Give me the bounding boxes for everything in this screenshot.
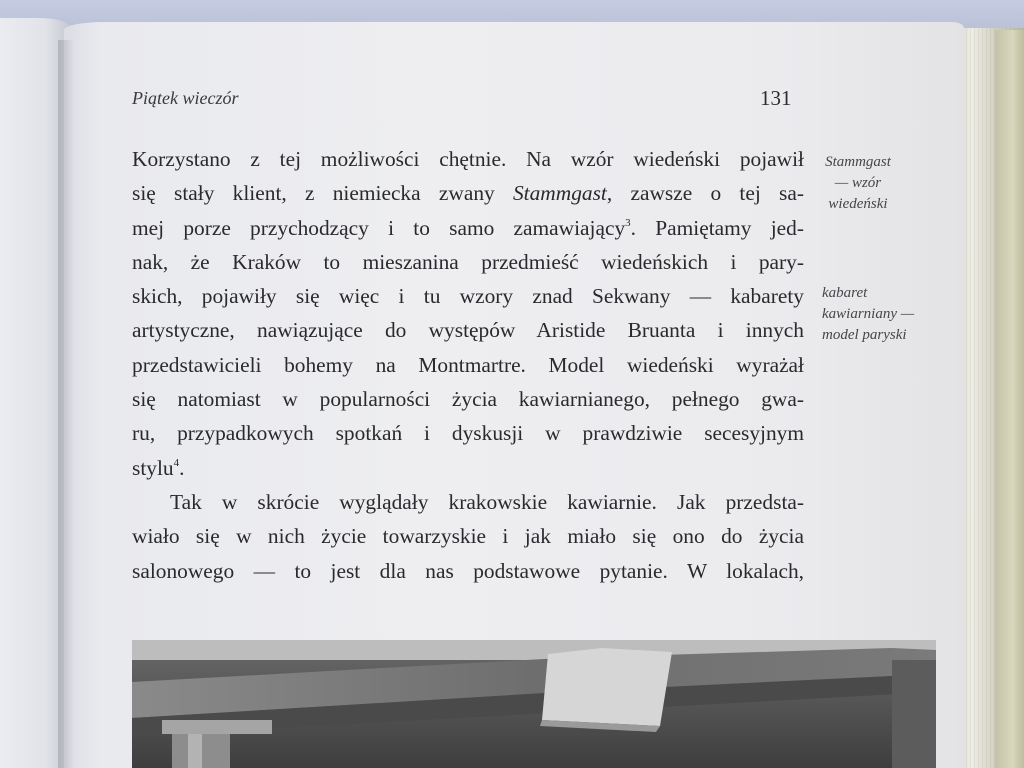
text-run: się natomiast w popularności życia kawiarnianego, pełnego gwa- <box>132 387 804 412</box>
body-paragraph <box>132 142 804 588</box>
text-line <box>132 176 804 210</box>
text-line <box>132 142 804 176</box>
text-run: Tak w skrócie wyglądały krakowskie kawiarnie. Jak przedsta- <box>170 489 804 514</box>
text-run: nak, że Kraków to mieszanina przedmieść wiedeńskich i pary- <box>132 249 804 274</box>
text-run: , zawsze o tej sa- <box>606 181 804 206</box>
margin-note-line: kawiarniany — <box>822 306 915 322</box>
text-run: ru, przypadkowych spotkań i dyskusji w prawdziwie secesyjnym <box>132 421 804 446</box>
text-run: się stały klient, z niemiecka zwany <box>132 181 513 206</box>
margin-note-line: kabaret <box>822 285 868 301</box>
text-line <box>132 211 804 245</box>
text-run: artystyczne, nawiązujące do występów Aristide Bruanta i innych <box>132 318 804 343</box>
text-run: skich, pojawiły się więc i tu wzory znad Sekwany — kabarety <box>132 284 804 309</box>
text-run: stylu <box>132 455 174 480</box>
text-run: . <box>179 455 185 480</box>
text-line <box>132 519 804 553</box>
photo-illustration <box>132 640 936 768</box>
text-run: . Pamiętamy jed- <box>630 215 804 240</box>
page-number: 131 <box>760 86 792 110</box>
margin-note-stammgast <box>814 152 902 215</box>
book-cover-edge <box>995 30 1024 768</box>
text-run: mej porze przychodzący i to samo zamawiający <box>132 215 626 240</box>
text-line <box>132 554 804 588</box>
margin-note-line: model paryski <box>822 327 907 343</box>
footnote-marker: 4 <box>173 456 180 469</box>
running-header: Piątek wieczór <box>132 88 239 108</box>
margin-note-line: wiedeński <box>828 196 888 212</box>
text-line <box>132 382 804 416</box>
text-line <box>132 313 804 347</box>
grayscale-photo-icon <box>132 640 936 768</box>
text-run: salonowego — to jest dla nas podstawowe pytanie. W lokalach, <box>132 558 804 583</box>
footnote-marker: 3 <box>625 216 631 229</box>
text-line <box>132 245 804 279</box>
text-run: wiało się w nich życie towarzyskie i jak miało się ono do życia <box>132 524 804 549</box>
text-line <box>132 451 804 485</box>
margin-note-line: — wzór <box>834 175 882 191</box>
italic-term: Stammgast <box>512 181 607 206</box>
book-gutter <box>58 40 74 768</box>
text-run: przedstawicieli bohemy na Montmartre. Model wiedeński wyrażał <box>132 352 804 377</box>
text-line <box>132 279 804 313</box>
text-line <box>132 416 804 450</box>
text-line <box>132 348 804 382</box>
text-run: Korzystano z tej możliwości chętnie. Na wzór wiedeński pojawił <box>132 147 804 171</box>
text-line <box>132 485 804 519</box>
margin-note-line: Stammgast <box>825 154 891 170</box>
margin-note-kabaret <box>822 283 952 346</box>
